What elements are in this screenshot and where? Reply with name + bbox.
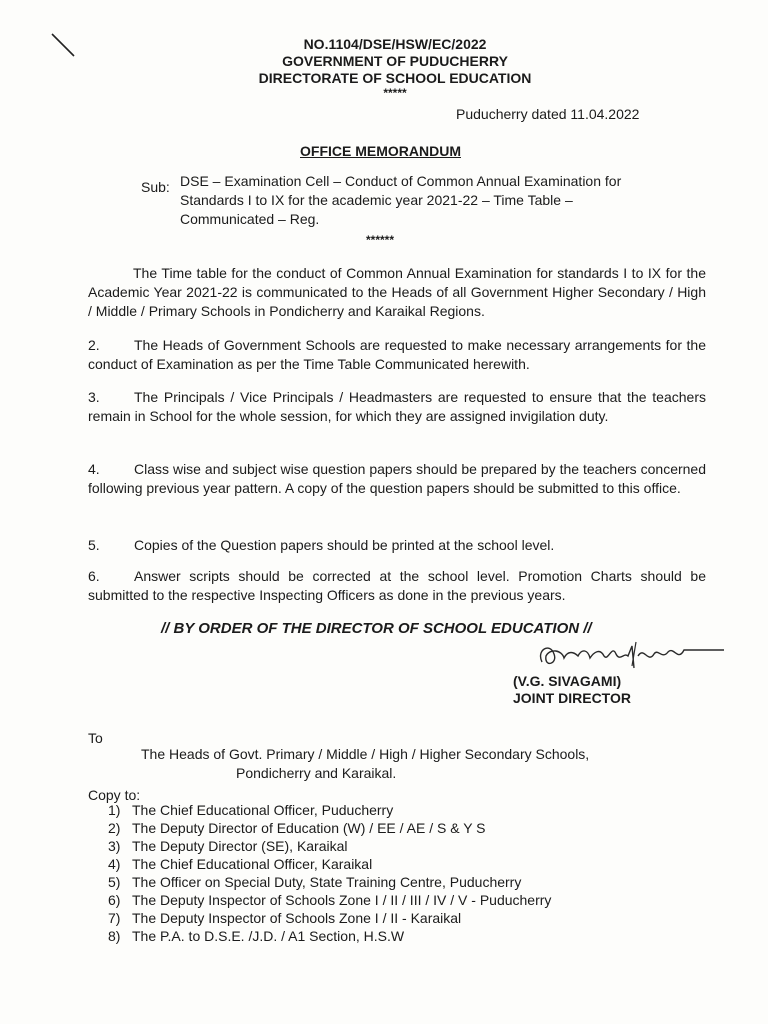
paragraph-number: 4. xyxy=(88,461,100,477)
list-item-number: 3) xyxy=(108,838,121,854)
list-item-number: 8) xyxy=(108,928,121,944)
list-item-text: The P.A. to D.S.E. /J.D. / A1 Section, H.S.W xyxy=(132,928,405,944)
list-item-number: 4) xyxy=(108,856,121,872)
list-item-text: The Deputy Inspector of Schools Zone I / II - Karaikal xyxy=(132,910,462,926)
list-item-text: The Chief Educational Officer, Karaikal xyxy=(132,856,373,872)
signatory-designation: JOINT DIRECTOR xyxy=(513,690,631,706)
paragraph-number: 2. xyxy=(88,337,100,353)
list-item xyxy=(108,801,551,819)
list-item-number: 1) xyxy=(108,802,121,818)
list-item-number: 2) xyxy=(108,820,121,836)
list-item xyxy=(108,837,551,855)
paragraph-1 xyxy=(88,264,706,321)
to-recipient-line-2: Pondicherry and Karaikal. xyxy=(236,765,397,781)
paragraph-4 xyxy=(88,460,706,498)
signatory-name: (V.G. SIVAGAMI) xyxy=(513,673,622,689)
list-item-number: 5) xyxy=(108,874,121,890)
to-recipient-line-1: The Heads of Govt. Primary / Middle / High / Higher Secondary Schools, xyxy=(141,746,590,762)
paragraph-text: The Heads of Government Schools are requested to make necessary arrangements for the conduct of Examination as per the Time Table Communicated herewith. xyxy=(88,337,706,372)
to-label: To xyxy=(88,730,103,746)
list-item-number: 7) xyxy=(108,910,121,926)
list-item xyxy=(108,909,551,927)
list-item-text: The Deputy Director (SE), Karaikal xyxy=(132,838,348,854)
list-item-text: The Deputy Inspector of Schools Zone I / II / III / IV / V - Puducherry xyxy=(132,892,552,908)
government-name: GOVERNMENT OF PUDUCHERRY xyxy=(282,53,508,69)
paragraph-text: Answer scripts should be corrected at the school level. Promotion Charts should be submitted to the respective Inspecting Officers as done in the previous years. xyxy=(88,568,706,603)
list-item xyxy=(108,819,551,837)
list-item xyxy=(108,855,551,873)
paragraph-number: 5. xyxy=(88,537,100,553)
paragraph-5 xyxy=(88,536,706,555)
paragraph-text: The Principals / Vice Principals / Headmasters are requested to ensure that the teachers remain in School for the whole session, for which they are assigned invigilation duty. xyxy=(88,389,706,424)
header-stars: ***** xyxy=(383,86,407,100)
list-item xyxy=(108,891,551,909)
directorate-name: DIRECTORATE OF SCHOOL EDUCATION xyxy=(258,70,532,86)
list-item-text: The Deputy Director of Education (W) / EE / AE / S & Y S xyxy=(132,820,486,836)
paragraph-text: Class wise and subject wise question papers should be prepared by the teachers concerned following previous year pattern. A copy of the question papers should be submitted to this office. xyxy=(88,461,706,496)
pen-stroke-mark xyxy=(50,32,80,62)
subject-label: Sub: xyxy=(141,179,170,195)
subject-stars: ****** xyxy=(366,233,395,247)
paragraph-text: The Time table for the conduct of Common Annual Examination for standards I to IX for the Academic Year 2021-22 is communicated to the Heads of all Government Higher Secondary / High / Middle / Primary Schools in Pondicherry and Karaikal Regions. xyxy=(88,265,706,319)
paragraph-text: Copies of the Question papers should be printed at the school level. xyxy=(134,537,555,553)
list-item-number: 6) xyxy=(108,892,121,908)
paragraph-6 xyxy=(88,567,706,605)
copy-to-list xyxy=(108,801,551,945)
list-item xyxy=(108,873,551,891)
copy-to-label: Copy to: xyxy=(88,787,141,803)
page-title: OFFICE MEMORANDUM xyxy=(300,143,461,159)
subject-text: DSE – Examination Cell – Conduct of Common Annual Examination for Standards I to IX for the academic year 2021-22 – Time Table – Communicated – Reg. xyxy=(180,173,622,227)
paragraph-number: 6. xyxy=(88,568,100,584)
order-line: // BY ORDER OF THE DIRECTOR OF SCHOOL EDUCATION // xyxy=(161,620,592,637)
list-item-text: The Officer on Special Duty, State Training Centre, Puducherry xyxy=(132,874,522,890)
list-item-text: The Chief Educational Officer, Puducherry xyxy=(132,802,394,818)
date-line: Puducherry dated 11.04.2022 xyxy=(456,106,640,122)
memo-number: NO.1104/DSE/HSW/EC/2022 xyxy=(303,36,487,52)
paragraph-2 xyxy=(88,336,706,374)
paragraph-3 xyxy=(88,388,706,426)
list-item xyxy=(108,927,551,945)
paragraph-number: 3. xyxy=(88,389,100,405)
